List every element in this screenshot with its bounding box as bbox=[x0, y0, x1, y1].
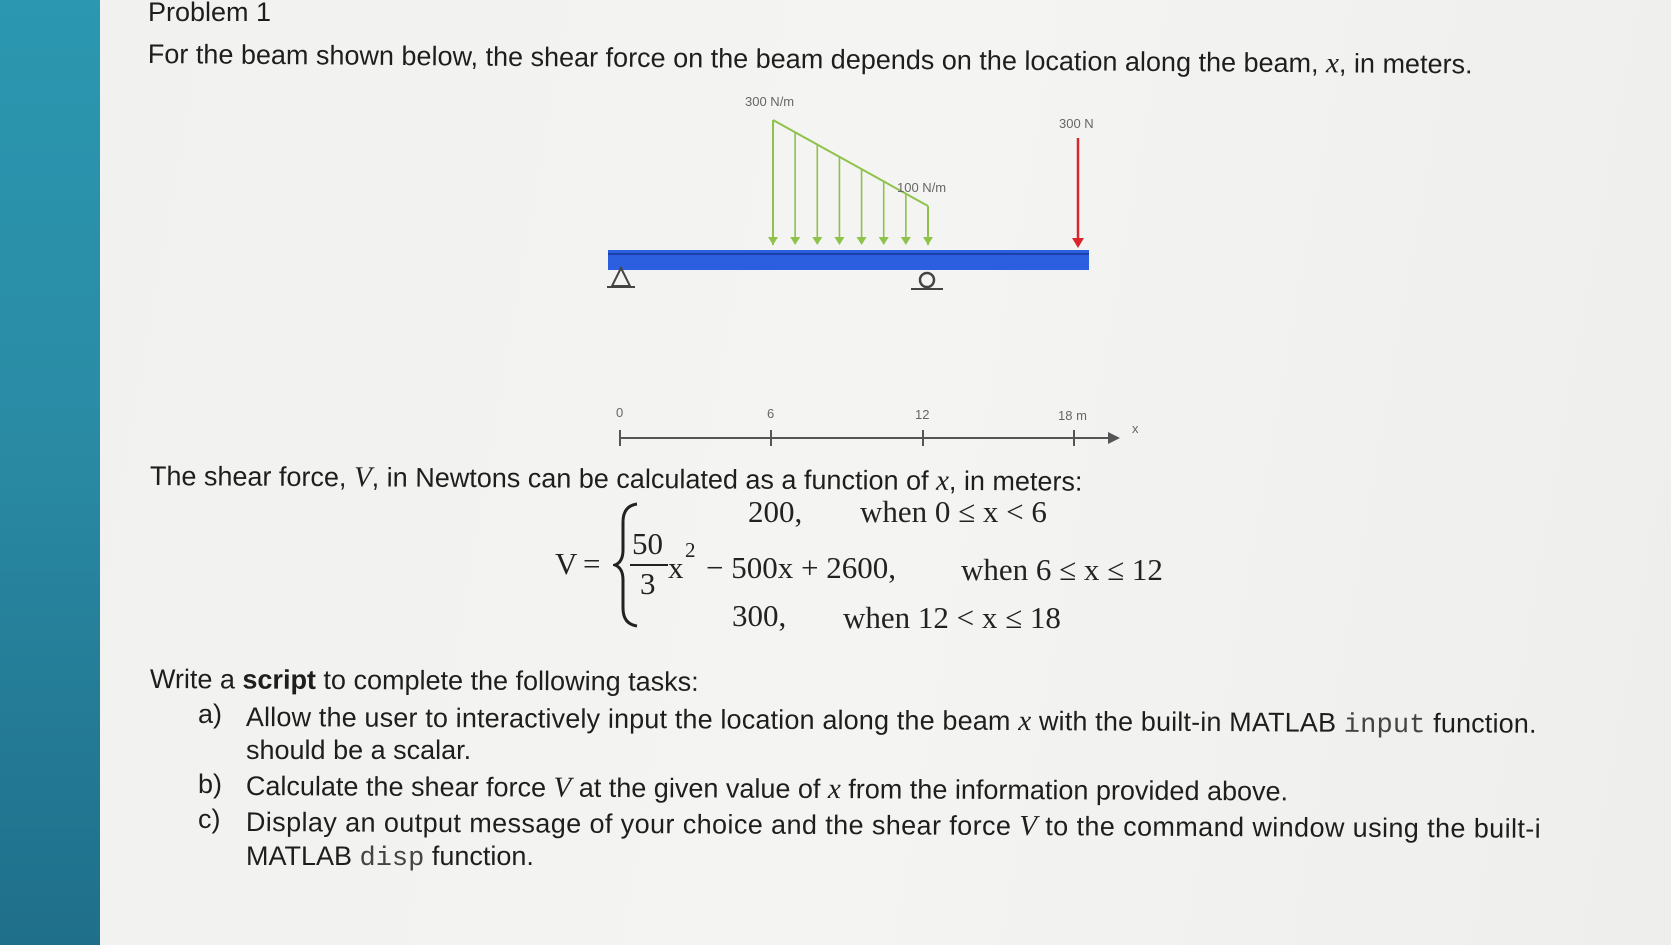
axis-tick-label: 6 bbox=[767, 406, 775, 421]
task-b-var: x bbox=[827, 773, 841, 806]
task-c-marker: c) bbox=[198, 804, 221, 834]
task-a-text: Allow the user to interactively input the location along the beam bbox=[245, 702, 1019, 737]
task-b-text: Calculate the shear force bbox=[245, 771, 554, 803]
problem-heading: Problem 1 bbox=[148, 0, 272, 27]
point-load-label: 300 N bbox=[1059, 116, 1094, 131]
load-arrow-head bbox=[901, 237, 911, 245]
shear-intro-text: The shear force, bbox=[149, 460, 355, 493]
intro-var: x bbox=[1325, 47, 1340, 80]
axis-tick-label: 12 bbox=[915, 407, 930, 422]
position-var: x bbox=[935, 464, 950, 497]
point-load-arrow bbox=[1072, 138, 1084, 248]
task-b-var: V bbox=[553, 771, 572, 804]
task-a-marker: a) bbox=[198, 699, 223, 729]
load-arrow-head bbox=[834, 237, 844, 245]
task-c-line2 bbox=[246, 841, 534, 874]
load-arrow-head bbox=[768, 237, 778, 245]
task-b-marker: b) bbox=[198, 769, 223, 799]
task-a-var: x bbox=[1018, 705, 1032, 738]
position-axis bbox=[616, 405, 1139, 446]
shear-intro-text: , in Newtons can be calculated as a function of bbox=[371, 462, 937, 496]
tasks-intro bbox=[150, 664, 699, 698]
intro-text-end: , in meters. bbox=[1338, 48, 1473, 80]
shear-var: V bbox=[353, 461, 372, 494]
axis-tick-label: 0 bbox=[616, 405, 624, 420]
task-b-text: from the information provided above. bbox=[840, 774, 1289, 807]
tasks-intro-bold: script bbox=[242, 664, 317, 695]
load-arrow-head bbox=[857, 237, 867, 245]
task-a-text: function. bbox=[1425, 708, 1537, 739]
case3-condition: when 12 < x ≤ 18 bbox=[843, 600, 1061, 635]
load-arrow-head bbox=[923, 237, 933, 245]
intro-text: For the beam shown below, the shear force on the beam depends on the location along the beam, bbox=[147, 38, 1327, 79]
shear-intro bbox=[150, 460, 1083, 499]
task-c-line1 bbox=[246, 806, 1541, 846]
tasks-intro-text: Write a bbox=[149, 664, 243, 695]
pin-support bbox=[607, 268, 635, 287]
shear-intro-text: , in meters: bbox=[948, 465, 1083, 497]
task-c-text: MATLAB bbox=[246, 841, 360, 871]
case3-value: 300, bbox=[732, 598, 787, 633]
task-b-text: at the given value of bbox=[571, 772, 829, 805]
task-a-text: with the built-in MATLAB bbox=[1031, 706, 1344, 738]
equation-equals: = bbox=[583, 546, 601, 581]
case1-condition: when 0 ≤ x < 6 bbox=[860, 494, 1047, 529]
task-a-code: input bbox=[1343, 710, 1426, 742]
load-arrow-head bbox=[812, 237, 822, 245]
case1-value: 200, bbox=[748, 494, 803, 529]
tasks-intro-text: to complete the following tasks: bbox=[315, 664, 699, 697]
case2-condition: when 6 ≤ x ≤ 12 bbox=[961, 552, 1163, 587]
background-strip bbox=[0, 0, 100, 945]
roller-support bbox=[911, 273, 943, 289]
task-c-code: disp bbox=[359, 844, 425, 874]
task-b-line1 bbox=[246, 770, 1288, 808]
beam-diagram bbox=[100, 0, 1671, 470]
task-c-text: function. bbox=[424, 841, 534, 871]
case2-x: x bbox=[668, 550, 684, 585]
task-c-text: to the command window using the built-i bbox=[1037, 811, 1542, 844]
task-c-text: Display an output message of your choice and the shear force bbox=[245, 807, 1020, 842]
task-a-line2: should be a scalar. bbox=[246, 735, 472, 765]
task-c-var: V bbox=[1019, 810, 1038, 843]
case2-exponent: 2 bbox=[685, 538, 696, 562]
case2-numerator: 50 bbox=[632, 526, 663, 561]
axis-var-label: x bbox=[1132, 421, 1139, 436]
dist-load-start-label: 300 N/m bbox=[745, 94, 795, 109]
document-page bbox=[100, 0, 1671, 945]
equation-lhs: V bbox=[555, 546, 578, 581]
load-arrow-head bbox=[879, 237, 889, 245]
load-arrow-head bbox=[790, 237, 800, 245]
case2-denominator: 3 bbox=[640, 566, 656, 601]
dist-load-end-label: 100 N/m bbox=[897, 180, 947, 195]
case2-expression: − 500x + 2600, bbox=[706, 550, 896, 585]
axis-tick-label: 18 m bbox=[1058, 408, 1087, 423]
